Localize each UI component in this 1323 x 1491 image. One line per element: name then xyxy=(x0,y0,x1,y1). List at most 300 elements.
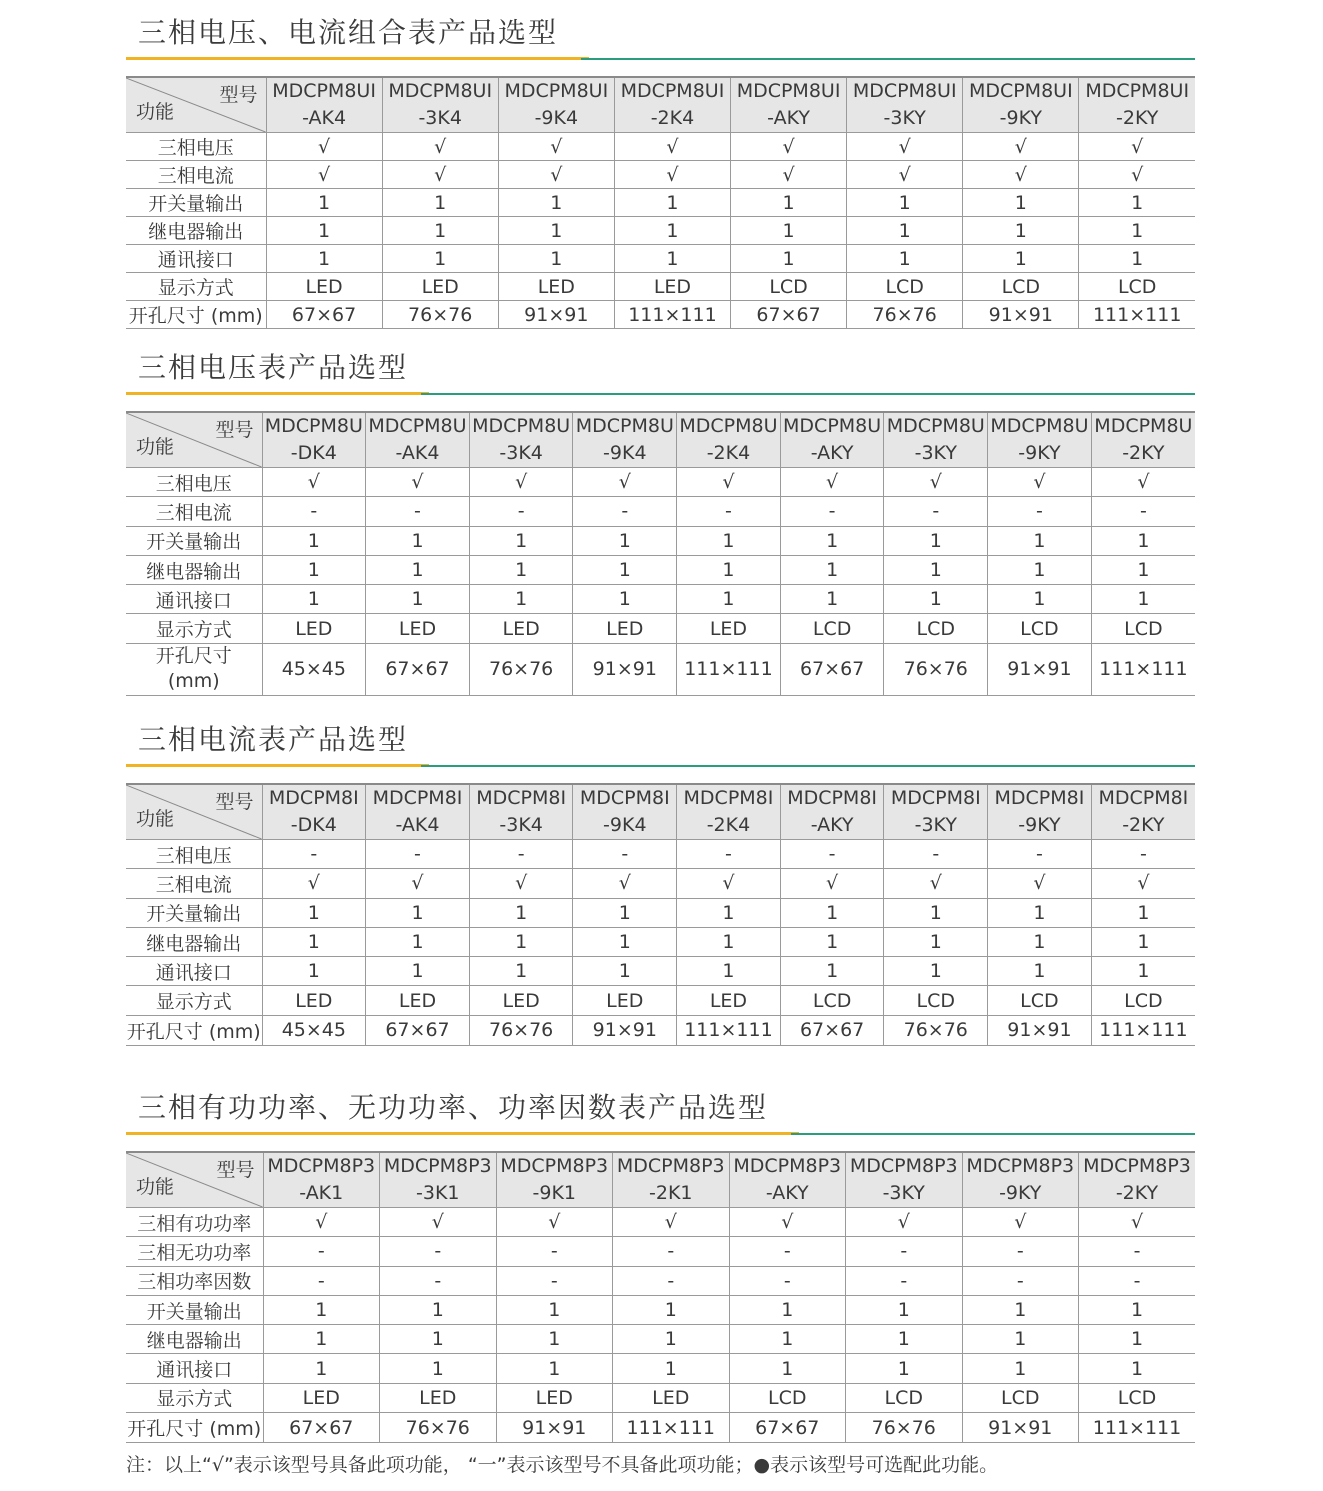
table-cell: 1 xyxy=(380,1295,497,1324)
model-header xyxy=(677,412,781,468)
model-header xyxy=(677,784,781,840)
model-header xyxy=(380,1152,497,1208)
table-cell: 1 xyxy=(266,217,382,245)
table-cell: 1 xyxy=(382,189,498,217)
table-cell: - xyxy=(1091,840,1195,869)
table-cell: √ xyxy=(614,161,730,189)
model-suffix: -AK4 xyxy=(395,814,440,836)
table-cell: LED xyxy=(677,986,781,1015)
table-cell: 1 xyxy=(263,1354,380,1383)
table-cell: √ xyxy=(266,161,382,189)
model-name: MDCPM8P3 xyxy=(383,1155,492,1177)
table-cell: 1 xyxy=(573,585,677,614)
table-cell: √ xyxy=(729,1208,846,1237)
table-cell: - xyxy=(1091,497,1195,526)
table-cell: √ xyxy=(573,468,677,497)
table-cell: 1 xyxy=(382,245,498,273)
model-name: MDCPM8U xyxy=(472,415,571,437)
model-header xyxy=(382,77,498,133)
table-cell: 1 xyxy=(498,245,614,273)
row-label: 三相电流 xyxy=(126,161,266,189)
model-suffix: -DK4 xyxy=(290,442,337,464)
table-cell: √ xyxy=(496,1208,613,1237)
model-suffix: -AKY xyxy=(810,442,854,464)
table-cell: 1 xyxy=(677,898,781,927)
table-cell: 1 xyxy=(469,585,573,614)
table-cell: 67×67 xyxy=(780,643,884,695)
table-cell: - xyxy=(263,1237,380,1266)
model-suffix: -9K4 xyxy=(603,442,647,464)
table-cell: LED xyxy=(573,614,677,643)
row-label: 开关量输出 xyxy=(126,189,266,217)
table-cell: 1 xyxy=(1079,1295,1196,1324)
table-cell: √ xyxy=(847,133,963,161)
model-header xyxy=(1079,77,1195,133)
table-cell: 1 xyxy=(1079,189,1195,217)
table-cell: - xyxy=(263,1266,380,1295)
table-cell: 1 xyxy=(962,1354,1079,1383)
table-cell: LED xyxy=(366,986,470,1015)
table-cell: 1 xyxy=(262,957,366,986)
table-cell: - xyxy=(573,840,677,869)
model-header xyxy=(496,1152,613,1208)
model-header xyxy=(780,412,884,468)
title-underline-yellow xyxy=(126,57,589,60)
table-cell: √ xyxy=(988,468,1092,497)
model-suffix: -3KY xyxy=(914,814,957,836)
table-cell: 91×91 xyxy=(988,1015,1092,1045)
table-cell: √ xyxy=(731,161,847,189)
model-suffix: -9KY xyxy=(1018,814,1061,836)
model-name: MDCPM8I xyxy=(1098,787,1189,809)
table-cell: 1 xyxy=(677,555,781,584)
table-row xyxy=(126,217,1195,245)
model-suffix: -2K1 xyxy=(649,1182,693,1204)
table-cell: 67×67 xyxy=(366,643,470,695)
table-cell: 1 xyxy=(614,245,730,273)
table-cell: LED xyxy=(262,614,366,643)
table-cell: 67×67 xyxy=(263,1413,380,1443)
model-header xyxy=(573,412,677,468)
model-header xyxy=(963,77,1079,133)
table-cell: LED xyxy=(366,614,470,643)
model-suffix: -2K4 xyxy=(706,814,751,836)
table-cell: LCD xyxy=(729,1383,846,1412)
table-row xyxy=(126,468,1195,497)
header-row xyxy=(126,77,1195,133)
model-header xyxy=(262,784,366,840)
table-cell: 1 xyxy=(263,1325,380,1354)
table-cell: 1 xyxy=(469,957,573,986)
model-suffix: -AKY xyxy=(765,1182,809,1204)
corner-type-label: 型号 xyxy=(216,1159,255,1181)
table-row xyxy=(126,1383,1195,1412)
corner-cell xyxy=(126,1152,263,1208)
table-cell: 1 xyxy=(731,189,847,217)
table-cell: LED xyxy=(613,1383,730,1412)
model-name: MDCPM8UI xyxy=(1085,80,1190,102)
model-name: MDCPM8UI xyxy=(852,80,957,102)
table-cell: 1 xyxy=(1079,1354,1196,1383)
table-cell: LCD xyxy=(780,986,884,1015)
model-name: MDCPM8U xyxy=(679,415,778,437)
title-underline-yellow xyxy=(126,392,429,395)
row-label: 显示方式 xyxy=(126,273,266,301)
table-cell: √ xyxy=(847,161,963,189)
table-cell: 1 xyxy=(780,927,884,956)
model-header xyxy=(1091,784,1195,840)
table-cell: 1 xyxy=(780,898,884,927)
model-header xyxy=(988,412,1092,468)
table-cell: 1 xyxy=(847,189,963,217)
model-suffix: -DK4 xyxy=(290,814,337,836)
model-suffix: -3K1 xyxy=(416,1182,460,1204)
table-cell: 1 xyxy=(380,1354,497,1383)
table-cell: √ xyxy=(963,161,1079,189)
table-cell: 1 xyxy=(988,957,1092,986)
row-label: 显示方式 xyxy=(126,1383,263,1412)
model-header xyxy=(469,412,573,468)
model-header xyxy=(731,77,847,133)
model-suffix: -2KY xyxy=(1115,1182,1159,1204)
table-cell: 1 xyxy=(677,927,781,956)
table-cell: - xyxy=(613,1266,730,1295)
table-cell: 76×76 xyxy=(884,643,988,695)
row-label: 开孔尺寸 (mm) xyxy=(126,301,266,329)
table-cell: 1 xyxy=(496,1295,613,1324)
model-suffix: -3K4 xyxy=(499,442,543,464)
model-name: MDCPM8P3 xyxy=(1083,1155,1191,1177)
table-cell: √ xyxy=(884,468,988,497)
table-cell: 1 xyxy=(498,217,614,245)
table-cell: 1 xyxy=(963,245,1079,273)
table-cell: √ xyxy=(677,869,781,898)
table-cell: 1 xyxy=(729,1354,846,1383)
table-cell: 1 xyxy=(382,217,498,245)
table-cell: 1 xyxy=(963,217,1079,245)
model-name: MDCPM8U xyxy=(1094,415,1193,437)
footnote: 注：以上“√”表示该型号具备此项功能， “一”表示该型号不具备此项功能；●表示该型号可选配此功能。 xyxy=(126,1454,999,1476)
table-cell: 91×91 xyxy=(573,643,677,695)
row-label: 继电器输出 xyxy=(126,1325,263,1354)
row-label: 三相电压 xyxy=(126,840,262,869)
table-cell: - xyxy=(988,497,1092,526)
table-cell: √ xyxy=(1079,1208,1196,1237)
model-name: MDCPM8P3 xyxy=(500,1155,609,1177)
row-label: 显示方式 xyxy=(126,614,262,643)
table-cell: LCD xyxy=(963,273,1079,301)
model-header xyxy=(498,77,614,133)
model-name: MDCPM8I xyxy=(476,787,567,809)
model-name: MDCPM8I xyxy=(268,787,359,809)
row-label: 继电器输出 xyxy=(126,927,262,956)
row-label: 三相无功功率 xyxy=(126,1237,263,1266)
table-cell: 1 xyxy=(469,526,573,555)
model-suffix: -2K4 xyxy=(706,442,751,464)
table-row xyxy=(126,133,1195,161)
corner-func-label: 功能 xyxy=(136,808,175,830)
title-underline-yellow xyxy=(126,764,429,767)
table-cell: 1 xyxy=(262,898,366,927)
table-cell: 1 xyxy=(963,189,1079,217)
table-cell: 1 xyxy=(573,927,677,956)
table-cell: √ xyxy=(263,1208,380,1237)
table-cell: 1 xyxy=(613,1354,730,1383)
table-cell: LCD xyxy=(988,986,1092,1015)
model-header xyxy=(366,784,470,840)
table-cell: √ xyxy=(988,869,1092,898)
row-label: 通讯接口 xyxy=(126,1354,263,1383)
table-cell: 1 xyxy=(780,957,884,986)
row-label: 开关量输出 xyxy=(126,1295,263,1324)
table-row xyxy=(126,555,1195,584)
table-row xyxy=(126,1237,1195,1266)
table-cell: 1 xyxy=(988,898,1092,927)
spec-table xyxy=(126,411,1195,696)
table-cell: 1 xyxy=(677,957,781,986)
table-cell: 1 xyxy=(1091,957,1195,986)
table-cell: - xyxy=(380,1266,497,1295)
table-cell: 76×76 xyxy=(469,1015,573,1045)
table-cell: 1 xyxy=(498,189,614,217)
table-cell: 91×91 xyxy=(573,1015,677,1045)
model-suffix: -AK1 xyxy=(299,1182,344,1204)
row-label: 三相电压 xyxy=(126,133,266,161)
table-cell: 1 xyxy=(1079,245,1195,273)
table-cell: 1 xyxy=(729,1325,846,1354)
table-cell: - xyxy=(469,497,573,526)
model-name: MDCPM8I xyxy=(787,787,878,809)
model-header xyxy=(266,77,382,133)
table-cell: LED xyxy=(614,273,730,301)
table-cell: 1 xyxy=(884,898,988,927)
table-cell: 45×45 xyxy=(262,643,366,695)
table-cell: - xyxy=(366,840,470,869)
section-title: 三相电流表产品选型 xyxy=(138,723,409,756)
model-name: MDCPM8I xyxy=(683,787,774,809)
table-cell: 1 xyxy=(1091,555,1195,584)
table-cell: 1 xyxy=(962,1325,1079,1354)
table-row xyxy=(126,1354,1195,1383)
model-suffix: -3KY xyxy=(914,442,957,464)
table-cell: LCD xyxy=(884,986,988,1015)
row-label: 通讯接口 xyxy=(126,957,262,986)
table-cell: LED xyxy=(262,986,366,1015)
table-cell: √ xyxy=(780,869,884,898)
table-row xyxy=(126,1015,1195,1045)
row-label: 显示方式 xyxy=(126,986,262,1015)
table-cell: 111×111 xyxy=(1091,1015,1195,1045)
model-suffix: -2KY xyxy=(1116,107,1159,129)
model-suffix: -AKY xyxy=(810,814,854,836)
model-header xyxy=(846,1152,963,1208)
table-row xyxy=(126,986,1195,1015)
table-cell: 1 xyxy=(266,189,382,217)
table-cell: LED xyxy=(380,1383,497,1412)
model-name: MDCPM8P3 xyxy=(733,1155,842,1177)
table-cell: 1 xyxy=(366,555,470,584)
row-label: 通讯接口 xyxy=(126,585,262,614)
model-header xyxy=(988,784,1092,840)
table-cell: 1 xyxy=(884,526,988,555)
table-cell: √ xyxy=(382,161,498,189)
table-cell: 1 xyxy=(780,526,884,555)
corner-cell xyxy=(126,784,262,840)
table-row xyxy=(126,245,1195,273)
table-cell: 111×111 xyxy=(613,1413,730,1443)
model-suffix: -2K4 xyxy=(650,107,695,129)
model-header xyxy=(262,412,366,468)
section-title: 三相电压表产品选型 xyxy=(138,351,409,384)
table-cell: 1 xyxy=(846,1295,963,1324)
table-cell: 76×76 xyxy=(382,301,498,329)
model-header xyxy=(614,77,730,133)
table-cell: LED xyxy=(382,273,498,301)
model-name: MDCPM8I xyxy=(579,787,670,809)
table-cell: 1 xyxy=(1091,585,1195,614)
table-row xyxy=(126,957,1195,986)
table-cell: 1 xyxy=(962,1295,1079,1324)
table-cell: 1 xyxy=(1079,1325,1196,1354)
table-cell: - xyxy=(780,840,884,869)
table-cell: LCD xyxy=(846,1383,963,1412)
table-cell: 1 xyxy=(262,927,366,956)
model-name: MDCPM8I xyxy=(372,787,463,809)
table-cell: LED xyxy=(677,614,781,643)
table-cell: LED xyxy=(496,1383,613,1412)
table-cell: 91×91 xyxy=(498,301,614,329)
table-cell: √ xyxy=(262,468,366,497)
table-cell: 1 xyxy=(614,217,730,245)
model-header xyxy=(884,784,988,840)
table-cell: - xyxy=(496,1237,613,1266)
model-header xyxy=(469,784,573,840)
model-suffix: -9K4 xyxy=(603,814,647,836)
table-cell: 1 xyxy=(780,585,884,614)
table-row xyxy=(126,1325,1195,1354)
model-suffix: -9K1 xyxy=(532,1182,576,1204)
title-underline-green xyxy=(421,393,1195,395)
section-title: 三相有功功率、无功功率、功率因数表产品选型 xyxy=(138,1091,769,1124)
table-cell: 111×111 xyxy=(677,1015,781,1045)
table-cell: 67×67 xyxy=(731,301,847,329)
table-cell: - xyxy=(469,840,573,869)
table-cell: 1 xyxy=(988,555,1092,584)
corner-func-label: 功能 xyxy=(136,1176,175,1198)
table-row xyxy=(126,1295,1195,1324)
table-row xyxy=(126,898,1195,927)
corner-func-label: 功能 xyxy=(136,101,175,123)
model-name: MDCPM8I xyxy=(994,787,1085,809)
table-cell: 1 xyxy=(988,526,1092,555)
table-cell: 76×76 xyxy=(847,301,963,329)
table-cell: √ xyxy=(614,133,730,161)
table-cell: LED xyxy=(263,1383,380,1412)
table-cell: 1 xyxy=(780,555,884,584)
table-cell: - xyxy=(962,1237,1079,1266)
model-header xyxy=(263,1152,380,1208)
model-suffix: -9KY xyxy=(1018,442,1061,464)
table-cell: 111×111 xyxy=(1091,643,1195,695)
table-cell: 1 xyxy=(366,526,470,555)
table-cell: 1 xyxy=(266,245,382,273)
model-header xyxy=(613,1152,730,1208)
row-label: 三相电流 xyxy=(126,497,262,526)
model-header xyxy=(729,1152,846,1208)
table-cell: √ xyxy=(266,133,382,161)
model-suffix: -3KY xyxy=(883,107,926,129)
table-cell: - xyxy=(496,1266,613,1295)
table-cell: - xyxy=(988,840,1092,869)
header-row xyxy=(126,784,1195,840)
table-cell: - xyxy=(846,1237,963,1266)
table-cell: √ xyxy=(962,1208,1079,1237)
table-cell: 1 xyxy=(677,526,781,555)
spec-table xyxy=(126,1151,1195,1443)
model-name: MDCPM8UI xyxy=(620,80,725,102)
table-cell: √ xyxy=(1079,133,1195,161)
table-cell: LED xyxy=(469,986,573,1015)
table-cell: - xyxy=(262,497,366,526)
table-cell: - xyxy=(677,840,781,869)
row-label: 开关量输出 xyxy=(126,526,262,555)
table-cell: 1 xyxy=(469,555,573,584)
table-cell: 67×67 xyxy=(266,301,382,329)
model-header xyxy=(366,412,470,468)
model-name: MDCPM8P3 xyxy=(616,1155,725,1177)
table-cell: √ xyxy=(1079,161,1195,189)
model-suffix: -AKY xyxy=(767,107,810,129)
table-cell: √ xyxy=(780,468,884,497)
model-header xyxy=(962,1152,1079,1208)
table-cell: 67×67 xyxy=(366,1015,470,1045)
header-row xyxy=(126,1152,1195,1208)
table-cell: LCD xyxy=(884,614,988,643)
table-cell: 91×91 xyxy=(988,643,1092,695)
table-cell: 91×91 xyxy=(962,1413,1079,1443)
table-cell: LED xyxy=(469,614,573,643)
table-cell: 111×111 xyxy=(614,301,730,329)
table-cell: 45×45 xyxy=(262,1015,366,1045)
table-cell: - xyxy=(1079,1237,1196,1266)
row-label: 三相有功功率 xyxy=(126,1208,263,1237)
table-cell: 76×76 xyxy=(380,1413,497,1443)
table-cell: LCD xyxy=(988,614,1092,643)
table-cell: 1 xyxy=(884,585,988,614)
table-cell: √ xyxy=(731,133,847,161)
table-cell: - xyxy=(677,497,781,526)
model-name: MDCPM8P3 xyxy=(849,1155,958,1177)
table-cell: LCD xyxy=(847,273,963,301)
corner-cell xyxy=(126,412,262,468)
table-cell: 76×76 xyxy=(846,1413,963,1443)
table-cell: √ xyxy=(366,869,470,898)
row-label: 继电器输出 xyxy=(126,217,266,245)
model-header xyxy=(1091,412,1195,468)
table-cell: - xyxy=(366,497,470,526)
table-cell: - xyxy=(846,1266,963,1295)
table-cell: - xyxy=(884,497,988,526)
table-cell: 1 xyxy=(366,898,470,927)
table-row xyxy=(126,927,1195,956)
table-cell: - xyxy=(613,1237,730,1266)
model-suffix: -3K4 xyxy=(499,814,543,836)
table-cell: 1 xyxy=(613,1325,730,1354)
model-suffix: -2KY xyxy=(1122,442,1165,464)
table-cell: 1 xyxy=(573,555,677,584)
corner-cell xyxy=(126,77,266,133)
table-row xyxy=(126,526,1195,555)
